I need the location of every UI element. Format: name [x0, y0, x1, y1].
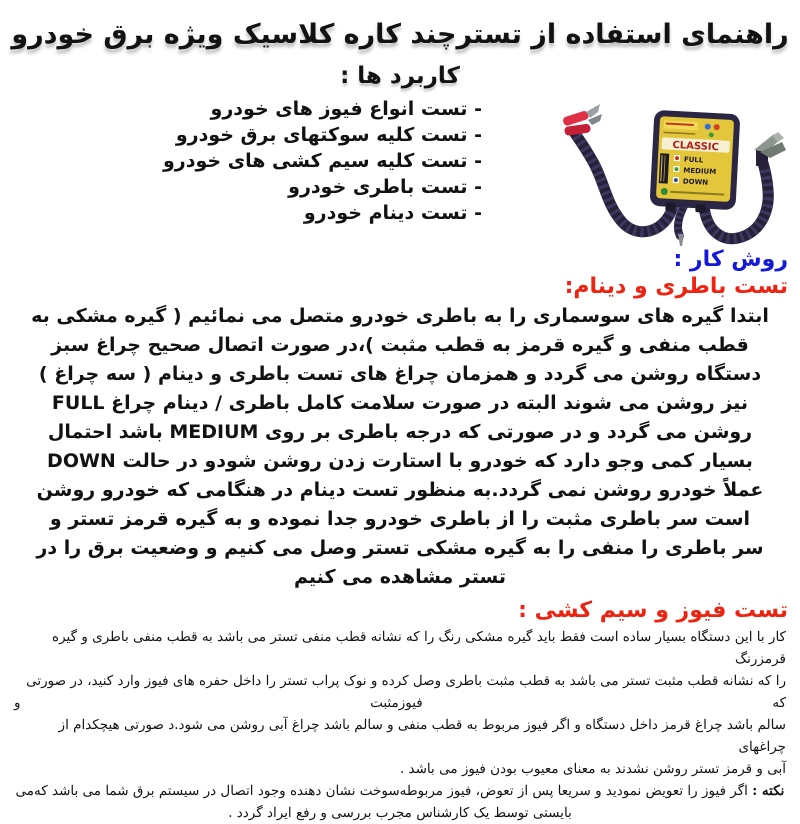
- battery-test-paragraph: [8, 302, 792, 592]
- body-line: است سر باطری مثبت را از باطری خودرو جدا نموده و به گیره قرمز تستر و: [49, 508, 751, 530]
- probe-tip-icon: [678, 234, 684, 246]
- fuse-line: را که نشانه قطب مثبت تستر می باشد به قطب مثبت باطری وصل کرده و نوک پراب تستر را داخل حفره های فیوز وارد کنید، در صورتی که فیوزمثبت و: [14, 673, 786, 711]
- list-item: - تست انواع فیوز های خودرو: [210, 98, 482, 120]
- section-heading-battery-test: تست باطری و دینام:: [564, 274, 788, 299]
- led-label-down: DOWN: [682, 177, 709, 187]
- body-line: تستر مشاهده می کنیم: [294, 566, 506, 588]
- body-line: نیز روشن می شوند البته در صورت سلامت کامل باطری / دینام چراغ FULL: [51, 392, 749, 414]
- page-title: راهنمای استفاده از تسترچند کاره کلاسیک ویژه برق خودرو: [11, 19, 789, 50]
- list-item: - تست باطری خودرو: [288, 176, 482, 198]
- body-line: روشن می گردد و در صورتی که درجه باطری بر روی MEDIUM باشد احتمال: [47, 421, 753, 443]
- body-line: دستگاه روشن می گردد و همزمان چراغ های تست باطری و دینام ( سه چراغ ): [38, 363, 762, 385]
- body-line: قطب منفی و گیره قرمز به قطب مثبت )،در صورت اتصال صحیح چراغ سبز: [51, 334, 749, 356]
- led-label-medium: MEDIUM: [683, 166, 717, 177]
- fuse-test-paragraph: [8, 626, 792, 780]
- metal-clip-icon: [754, 132, 786, 166]
- tester-product-image: [534, 94, 792, 246]
- note-text: اگر فیوز را تعویض نمودید و سریعا پس از تعوض، فیوز مربوطه‌سوخت نشان دهنده وجود اتصال در سیستم برق شما می باشد که‌می بایستی توسط یک کارشناس مجرب بررسی و رفع ایراد گردد .: [15, 783, 748, 821]
- note-label: نکته :: [752, 783, 785, 799]
- red-clip-icon: [562, 104, 602, 136]
- fuse-line: آبی و قرمز تستر روشن نشدند به معنای معیوب بودن فیوز می باشد .: [399, 761, 786, 777]
- applications-row: [8, 94, 792, 246]
- brand-label: CLASSIC: [672, 139, 720, 154]
- tester-illustration: [534, 94, 792, 246]
- tester-body: [649, 110, 740, 214]
- body-line: سر باطری را منفی را به گیره مشکی تستر وصل می کنیم و وضعیت برق را در: [36, 537, 764, 559]
- led-label-full: FULL: [683, 155, 704, 165]
- fuse-line: سالم باشد چراغ قرمز داخل دستگاه و اگر فیوز مربوط به قطب منفی و سالم باشد چراغ آبی روشن می شود.د صورتی هیچکدام از چراغهای: [58, 717, 786, 755]
- list-item: - تست دینام خودرو: [303, 202, 482, 224]
- body-line: ابتدا گیره های سوسماری را به باطری خودرو متصل می نمائیم ( گیره مشکی به: [31, 305, 769, 327]
- section-heading-fuse-test: تست فیوز و سیم کشی :: [518, 598, 788, 623]
- body-line: عملاً خودرو روشن نمی گردد.به منظور تست دینام در هنگامی که خودرو روشن: [36, 479, 764, 501]
- page-subtitle: کاربرد ها :: [340, 63, 460, 89]
- applications-list: [8, 94, 534, 226]
- list-item: - تست کلیه سیم کشی های خودرو: [162, 150, 482, 172]
- body-line: بسیار کمی وجو دارد که خودرو با استارت زدن روشن شودو در حالت DOWN: [47, 450, 753, 472]
- section-heading-method: روش کار :: [673, 247, 788, 272]
- fuse-line: کار با این دستگاه بسیار ساده است فقط باید گیره مشکی رنگ را که نشانه قطب منفی تستر می باشد به قطب منفی باطری و گیره قرمزرنگ: [52, 629, 786, 667]
- note-paragraph: [8, 780, 792, 824]
- list-item: - تست کلیه سوکتهای برق خودرو: [175, 124, 482, 146]
